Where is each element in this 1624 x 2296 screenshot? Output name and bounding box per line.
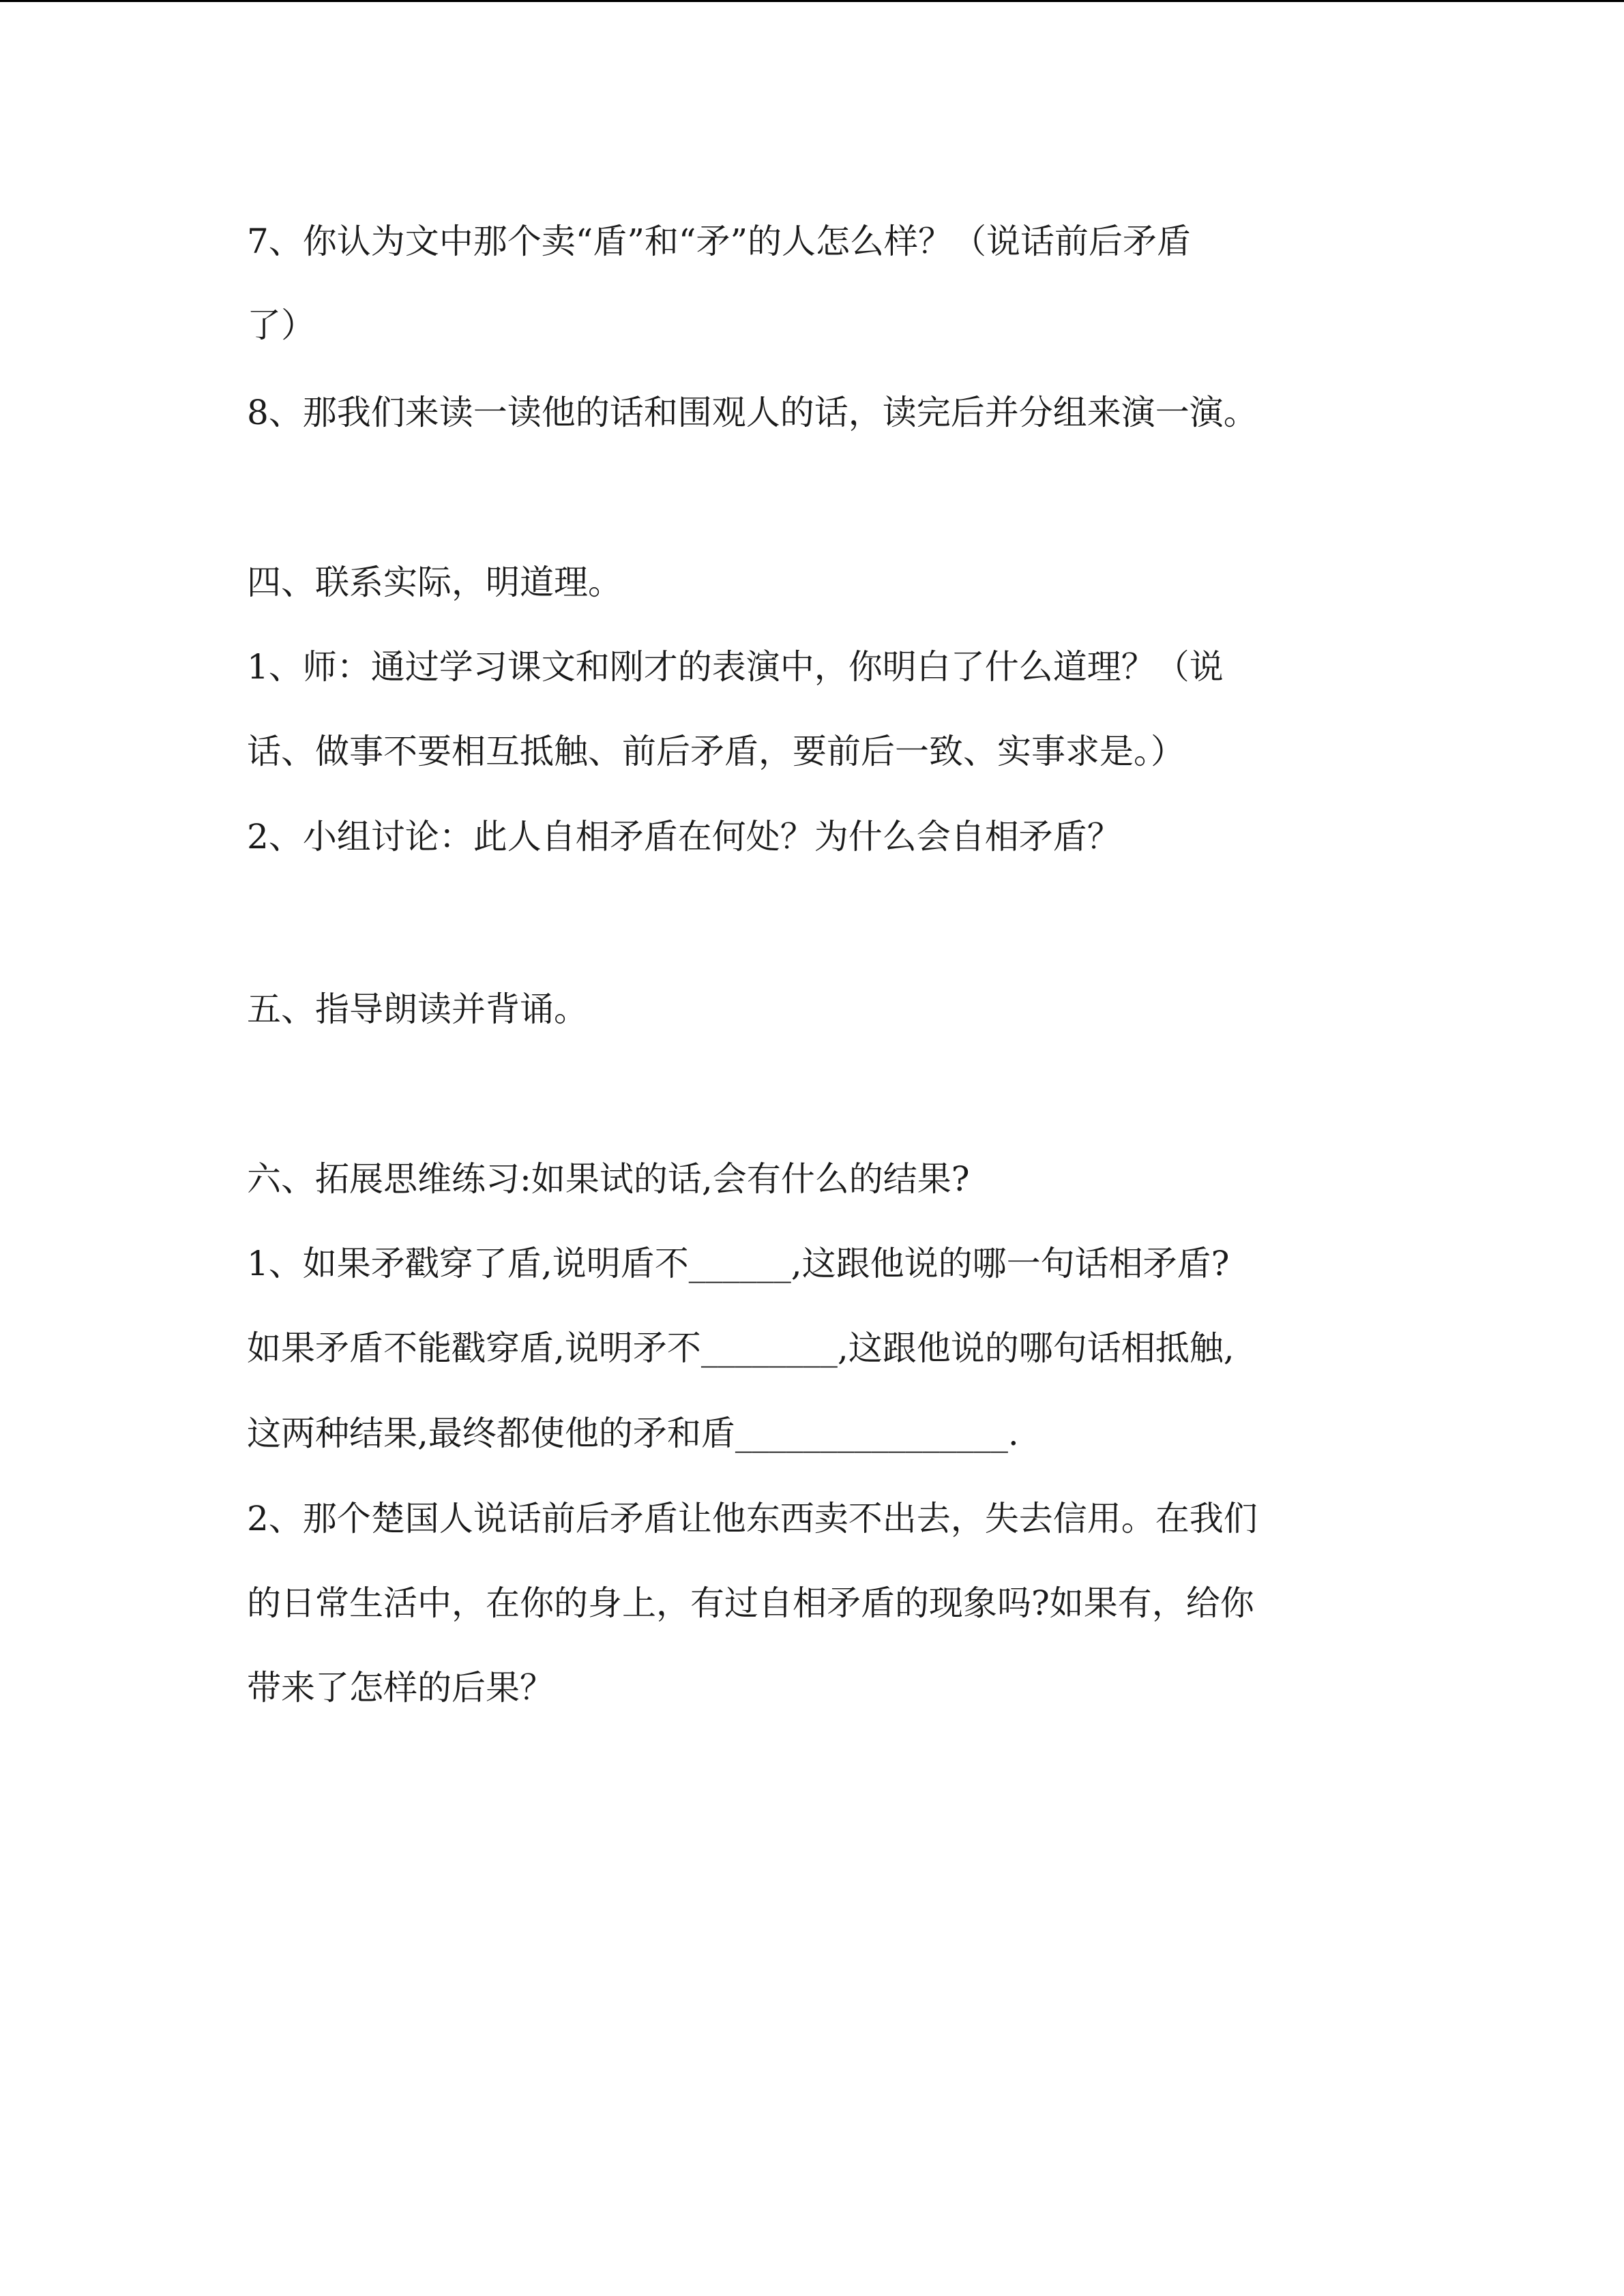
question-7-line-1: 7、你认为文中那个卖“盾”和“矛”的人怎么样？（说话前后矛盾 [247,222,1192,261]
section-5-heading: 五、指导朗读并背诵。 [247,989,588,1029]
question-8: 8、那我们来读一读他的话和围观人的话，读完后并分组来演一演。 [247,393,1258,432]
question-7-line-2: 了） [247,305,315,345]
section-4-item-1-line-1: 1、师：通过学习课文和刚才的表演中，你明白了什么道理？（说 [247,647,1224,687]
section-4-item-2: 2、小组讨论：此人自相矛盾在何处？为什么会自相矛盾？ [247,817,1121,856]
section-6-item-1-line-3: 这两种结果,最终都使他的矛和盾________________. [247,1414,1019,1453]
section-6-item-2-line-2: 的日常生活中，在你的身上，有过自相矛盾的现象吗?如果有，给你 [247,1583,1254,1623]
section-4-heading: 四、联系实际，明道理。 [247,563,622,602]
section-6-item-1-line-2: 如果矛盾不能戳穿盾,说明矛不________,这跟他说的哪句话相抵触, [247,1328,1235,1368]
section-6-heading: 六、拓展思维练习:如果试的话,会有什么的结果? [247,1159,970,1199]
section-6-item-1-line-1: 1、如果矛戳穿了盾,说明盾不______,这跟他说的哪一句话相矛盾? [247,1244,1230,1283]
section-6-item-2-line-3: 带来了怎样的后果？ [247,1668,554,1708]
section-4-item-1-line-2: 话、做事不要相互抵触、前后矛盾，要前后一致、实事求是。） [247,732,1185,771]
section-6-item-2-line-1: 2、那个楚国人说话前后矛盾让他东西卖不出去，失去信用。在我们 [247,1499,1258,1538]
